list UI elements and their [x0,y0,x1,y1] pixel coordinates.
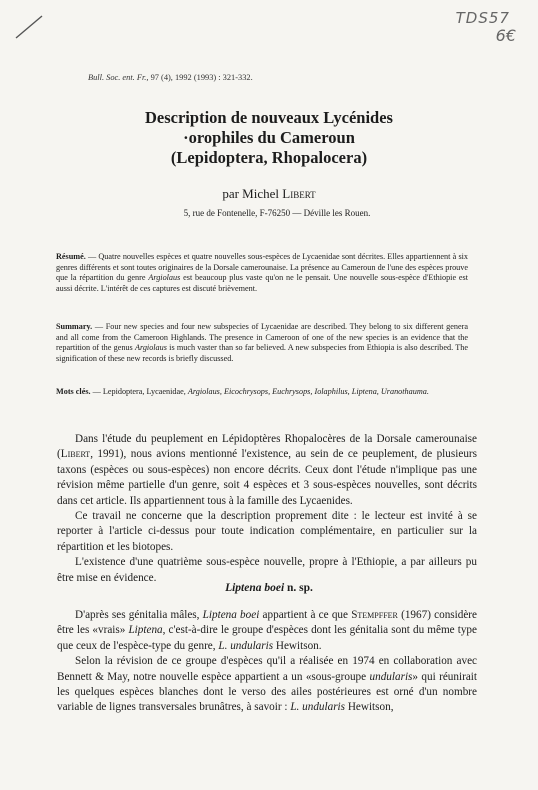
sp1-author: Stempffer [351,609,398,621]
sp1-name: Liptena boei [202,609,260,621]
section-paragraph-2 [57,654,477,716]
author-prefix: par Michel [222,186,283,201]
section-suffix: n. sp. [284,582,313,594]
section-body [57,608,477,716]
introduction-body [57,432,477,586]
resume-abstract [56,252,468,294]
sp1-d: , c'est-à-dire le groupe d'espèces dont les génitalia sont du même type que ceux de l'espèce-type du genre, [57,624,477,652]
summary-genus: Argiolaus [134,343,167,352]
resume-text: — Quatre nouvelles espèces et quatre nouvelles sous-espèces de Lycaenidae sont décrites. Elles appartiennent à six genres différents et sont toutes originaires de la Dorsale camerounaise. La présence au Cameroun de l'une des espèces prouve que la répartition du genre [56,252,468,282]
section-species-name: Liptena boei [225,582,285,594]
author-name: Libert [282,186,316,201]
paragraph-2: Ce travail ne concerne que la description proprement dite : le lecteur est invité à se reporter à l'article ci-dessus pour toute indication complémentaire, en particulier sur la répartition et les biotopes. [57,510,477,553]
sp1-b: appartient à ce que [259,609,352,621]
keywords-italic: Argiolaus, Eicochrysops, Euchrysops, Iolaphilus, Liptena, Uranothauma. [187,387,429,396]
handwritten-line-1: TDS57 [455,9,510,27]
title-line-1: Description de nouveaux Lycénides [145,108,393,127]
sp1-c: (1967) considère être les «vrais» [57,609,477,637]
p1-author: Libert [60,448,91,461]
sp1-e: Hewitson. [273,639,322,652]
resume-label: Résumé. [56,252,86,261]
paragraph-3: L'existence d'une quatrième sous-espèce nouvelle, propre à l'Ethiopie, a par ailleurs pu être mise en évidence. [57,556,477,584]
summary-abstract [56,322,468,364]
keywords-text: — Lepidoptera, Lycaenidae, [90,387,188,396]
section-heading [0,582,538,594]
title-line-2: ·orophiles du Cameroun [183,128,355,147]
sp1-genus: Liptena [128,624,163,637]
sp1-type: L. undularis [218,639,274,652]
p1-text-a: Dans l'étude du peuplement en Lépidoptères Rhopalocères de la Dorsale camerounaise ( [57,433,477,461]
sp2-a: Selon la révision de ce groupe d'espèces qu'il a réalisée en 1974 en collaboration avec Bennett & May, notre nouvelle espèce appartient a un «sous-groupe [57,655,477,683]
keywords-label: Mots clés. [56,387,91,396]
citation-details: 97 (4), 1992 (1993) : 321-332. [148,73,253,82]
p1-text-b: , 1991), nous avions mentionné l'existence, au sein de ce peuplement, de plusieurs taxons (espèces ou sous-espèces) non encore décrits. Ceux dont l'étude n'implique pas une révision même partielle d'un genre, soit 4 espèces et 3 sous-espèces nouvelles, sont décrits dans cet article. Ils appartiennent tous à la famille des Lycaenides. [57,448,477,507]
summary-text-2: is much vaster than so far believed. A new subspecies from Ethiopia is also described. The signification of these new records is briefly discussed. [56,343,468,363]
summary-label: Summary. [56,322,93,331]
sp1-a: D'après ses génitalia mâles, [75,609,203,621]
author-address: 5, rue de Fontenelle, F-76250 — Déville les Rouen. [183,208,371,218]
title-line-3: (Lepidoptera, Rhopalocera) [170,148,368,167]
sp2-group: undularis [369,670,413,683]
summary-text: — Four new species and four new subspecies of Lycaenidae are described. They belong to six different genera and all come from the Cameroon Highlands. The presence in Cameroon of one of the new species is an evidence that the repartition of the genus [56,322,468,352]
journal-name: Bull. Soc. ent. Fr., [88,73,149,82]
resume-text-2: est beaucoup plus vaste qu'on ne le pensait. Une nouvelle sous-espèce d'Ethiopie est aussi décrite. L'intérêt de ces captures est discuté brièvement. [56,273,468,293]
journal-citation [88,73,253,82]
handwritten-note [456,10,516,44]
pen-stroke-mark [14,12,44,40]
paragraph-1 [57,432,477,509]
sp2-c: Hewitson, [345,701,394,714]
sp2-b: » qui réunirait les quelques espèces blanches dont le verso des ailes postérieures est orné d'un nombre variable de lignes transversales brunâtres, à savoir : [57,670,477,714]
keywords [56,387,468,398]
section-paragraph-1 [57,608,477,654]
author-line [0,186,538,202]
sp2-type: L. undularis [290,701,346,714]
handwritten-line-2: 6€ [495,25,516,45]
resume-genus: Argiolaus [148,273,181,282]
article-title [0,108,538,168]
